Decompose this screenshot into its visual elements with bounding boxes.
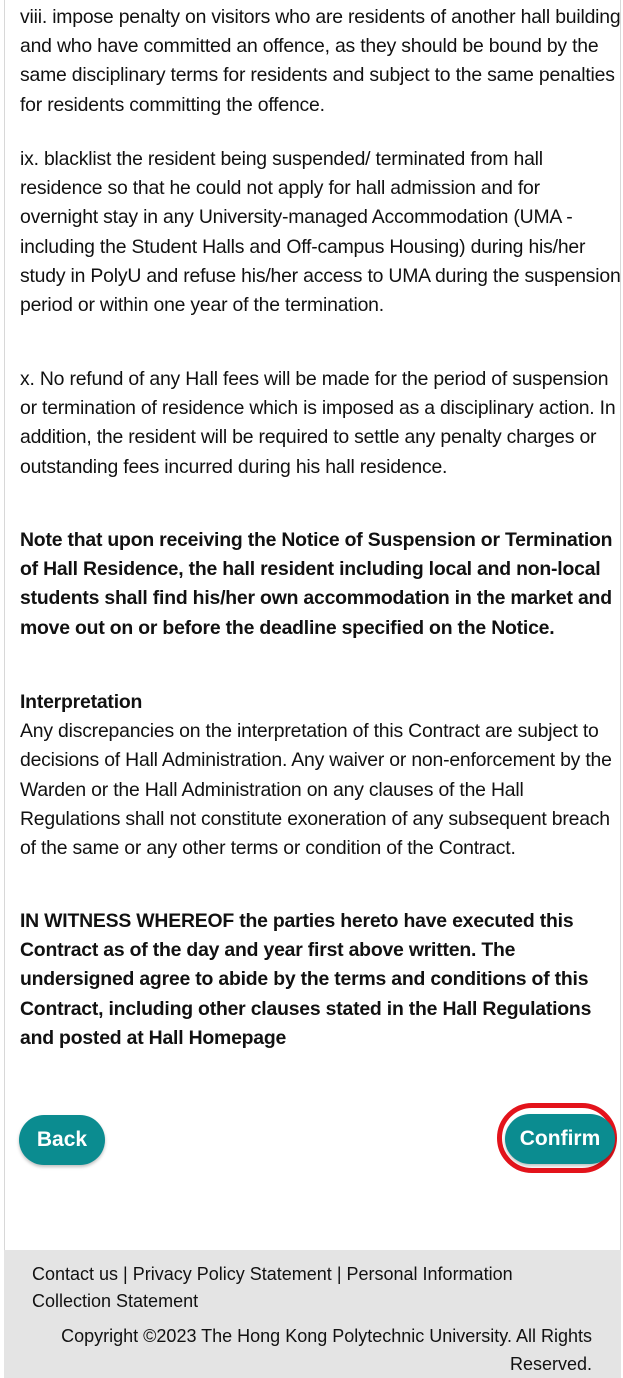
clause-x: x. No refund of any Hall fees will be made for the period of suspension or termination of residence which is imposed as a disciplinary action. In addition, the resident will be required to settle any penalty charges or outstanding fees incurred during his hall residence. xyxy=(20,368,616,478)
interpretation-section xyxy=(20,688,623,863)
copyright-text: Copyright ©2023 The Hong Kong Polytechnic University. All Rights Reserved. xyxy=(61,1326,592,1374)
back-button[interactable]: Back xyxy=(19,1115,105,1165)
confirm-button[interactable]: Confirm xyxy=(505,1114,615,1164)
footer-links xyxy=(32,1261,592,1315)
suspension-note: Note that upon receiving the Notice of Suspension or Termination of Hall Residence, the hall resident including local and non-local students shall find his/her own accommodation in the market and move out on or before the deadline specified on the Notice. xyxy=(20,529,613,639)
witness-statement: IN WITNESS WHEREOF the parties hereto have executed this Contract as of the day and year first above written. The undersigned agree to abide by the terms and conditions of this Contract, including other clauses stated in the Hall Regulations and posted at Hall Homepage xyxy=(20,910,592,1049)
interpretation-body: Any discrepancies on the interpretation of this Contract are subject to decisions of Hall Administration. Any waiver or non-enforcement by the Warden or the Hall Administration on any clauses of the Hall Regulations shall not constitute exoneration of any subsequent breach of the same or any other terms or condition of the Contract. xyxy=(20,720,612,860)
contact-us-link[interactable]: Contact us xyxy=(32,1264,119,1284)
contract-content xyxy=(4,0,621,1250)
footer xyxy=(4,1250,621,1378)
interpretation-heading: Interpretation xyxy=(20,691,143,713)
clause-viii: viii. impose penalty on visitors who are residents of another hall building and who have committed an offence, as they should be bound by the same disciplinary terms for residents and subject to the same penalties for residents committing the offence. xyxy=(20,6,621,116)
footer-separator: | xyxy=(118,1264,133,1284)
personal-info-link[interactable]: Personal Information Collection Statement xyxy=(32,1264,513,1311)
clause-ix: ix. blacklist the resident being suspended/ terminated from hall residence so that he could not apply for hall admission and for overnight stay in any University-managed Accommodation (UMA - including the Student Halls and Off-campus Housing) during his/her study in PolyU and refuse his/her access to UMA during the suspension period or within one year of the termination. xyxy=(20,148,621,317)
privacy-policy-link[interactable]: Privacy Policy Statement xyxy=(132,1264,332,1284)
footer-separator: | xyxy=(331,1264,347,1284)
